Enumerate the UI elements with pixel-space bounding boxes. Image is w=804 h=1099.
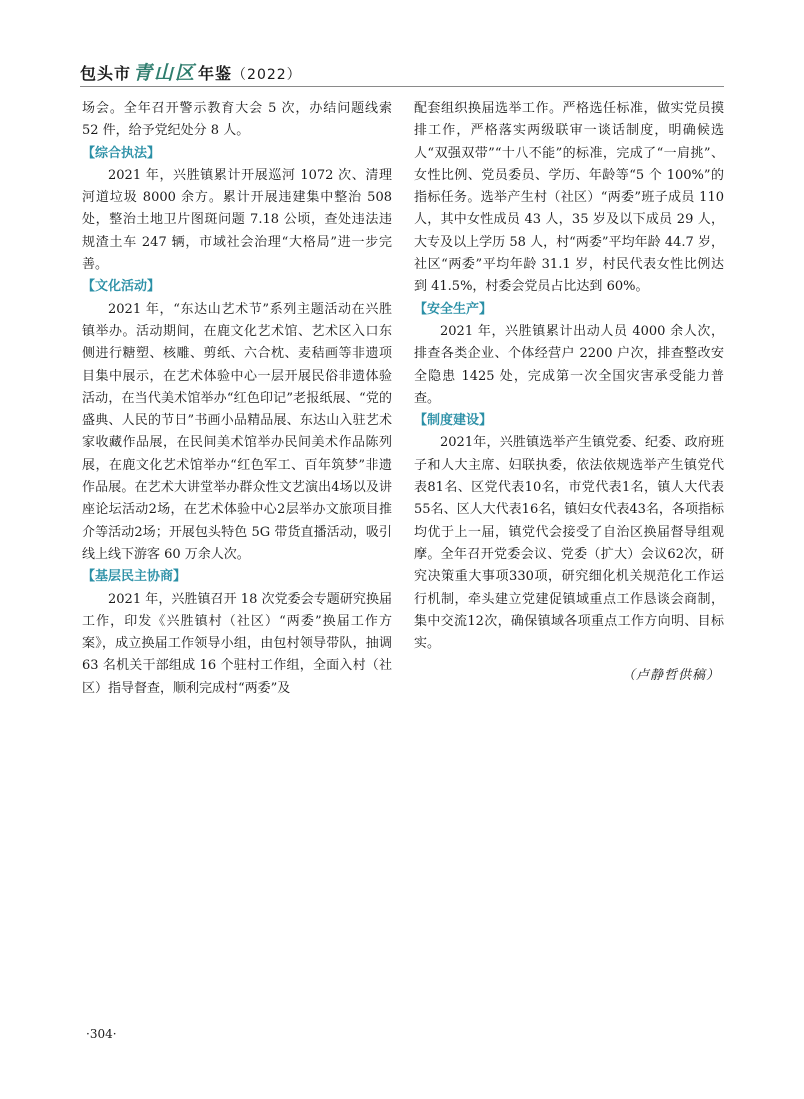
section-heading: 【安全生产】 (414, 301, 493, 317)
header-year: （2022） (232, 67, 302, 83)
page-number: ·304· (86, 1027, 117, 1041)
paragraph: 场会。全年召开警示教育大会 5 次，办结问题线索 52 件，给予党纪处分 8 人。 (82, 101, 392, 139)
paragraph: 2021 年，“东达山艺术节”系列主题活动在兴胜镇举办。活动期间，在鹿文化艺术馆、艺术区入口东侧进行糖塑、核雕、剪纸、六合枕、麦秸画等非遗项目集中展示，在艺术体验中心一层开展民俗非遗体验活动，在当代美术馆举办“红色印记”老报纸展、“党的盛典、人民的节日”书画小品精品展、东达山入驻艺术家收藏作品展，在民间美术馆举办民间美术作品陈列展，在鹿文化艺术馆举办“红色军工、百年筑梦”非遗作品展。在艺术大讲堂举办群众性文艺演出4场以及讲座论坛活动2场，在艺术体验中心2层举办文旅项目推介等活动2场；开展包头特色 5G 带货直播活动，吸引线上线下游客 60 万余人次。 (82, 301, 392, 562)
paragraph: 2021年，兴胜镇选举产生镇党委、纪委、政府班子和人大主席、妇联执委，依法依规选举产生镇党代表81名、区党代表10名，市党代表1名，镇人大代表55名、区人大代表16名，镇妇女代表43名，各项指标均优于上一届，镇党代会接受了自治区换届督导组观摩。全年召开党委会议、党委（扩大）会议62次，研究决策重大事项330项，研究细化机关规范化工作运行机制，牵头建立党建促镇域重点工作恳谈会商制，集中交流12次，确保镇域各项重点工作方向明、目标实。 (414, 435, 724, 652)
author-credit: （卢静哲供稿） (621, 668, 720, 684)
right-column (414, 98, 724, 688)
left-column (82, 98, 392, 700)
section-heading: 【文化活动】 (82, 279, 161, 295)
header-divider (80, 86, 724, 87)
paragraph: 2021 年，兴胜镇累计出动人员 4000 余人次，排查各类企业、个体经营户 2200 户次，排查整改安全隐患 1425 处，完成第一次全国灾害承受能力普查。 (414, 323, 724, 406)
header-yearbook: 年鉴 (198, 64, 233, 83)
section-heading: 【基层民主协商】 (82, 569, 187, 585)
paragraph: 2021 年，兴胜镇召开 18 次党委会专题研究换届工作，印发《兴胜镇村（社区）“两委”换届工作方案》，成立换届工作领导小组，由包村领导带队，抽调 63 名机关干部组成 16 个驻村工作组，全面入村（社区）指导督查，顺利完成村“两委”及 (82, 591, 392, 696)
paragraph: 2021 年，兴胜镇累计开展巡河 1072 次、清理河道垃圾 8000 余方。累计开展违建集中整治 508 处，整治土地卫片图斑问题 7.18 公顷，查处违法违规渣土车 247 辆，市域社会治理“大格局”进一步完善。 (82, 167, 392, 273)
section-heading: 【综合执法】 (82, 145, 161, 161)
header-city: 包头市 (80, 64, 132, 83)
paragraph: 配套组织换届选举工作。严格选任标准，做实党员摸排工作，严格落实两级联审一谈话制度，明确候选人“双强双带”“十八不能”的标准，完成了“一肩挑”、女性比例、党员委员、学历、年龄等“5 个 100%”的指标任务。选举产生村（社区）“两委”班子成员 110 人，其中女性成员 43 人，35 岁及以下成员 29 人，大专及以上学历 58 人，村“两委”平均年龄 44.7 岁，社区“两委”平均年龄 31.1 岁，村民代表女性比例达到 41.5%，村委会党员占比达到 60%。 (414, 101, 724, 295)
header-district-calligraphy: 青山区 (133, 62, 197, 84)
section-heading: 【制度建设】 (414, 413, 493, 429)
running-header (80, 58, 302, 85)
